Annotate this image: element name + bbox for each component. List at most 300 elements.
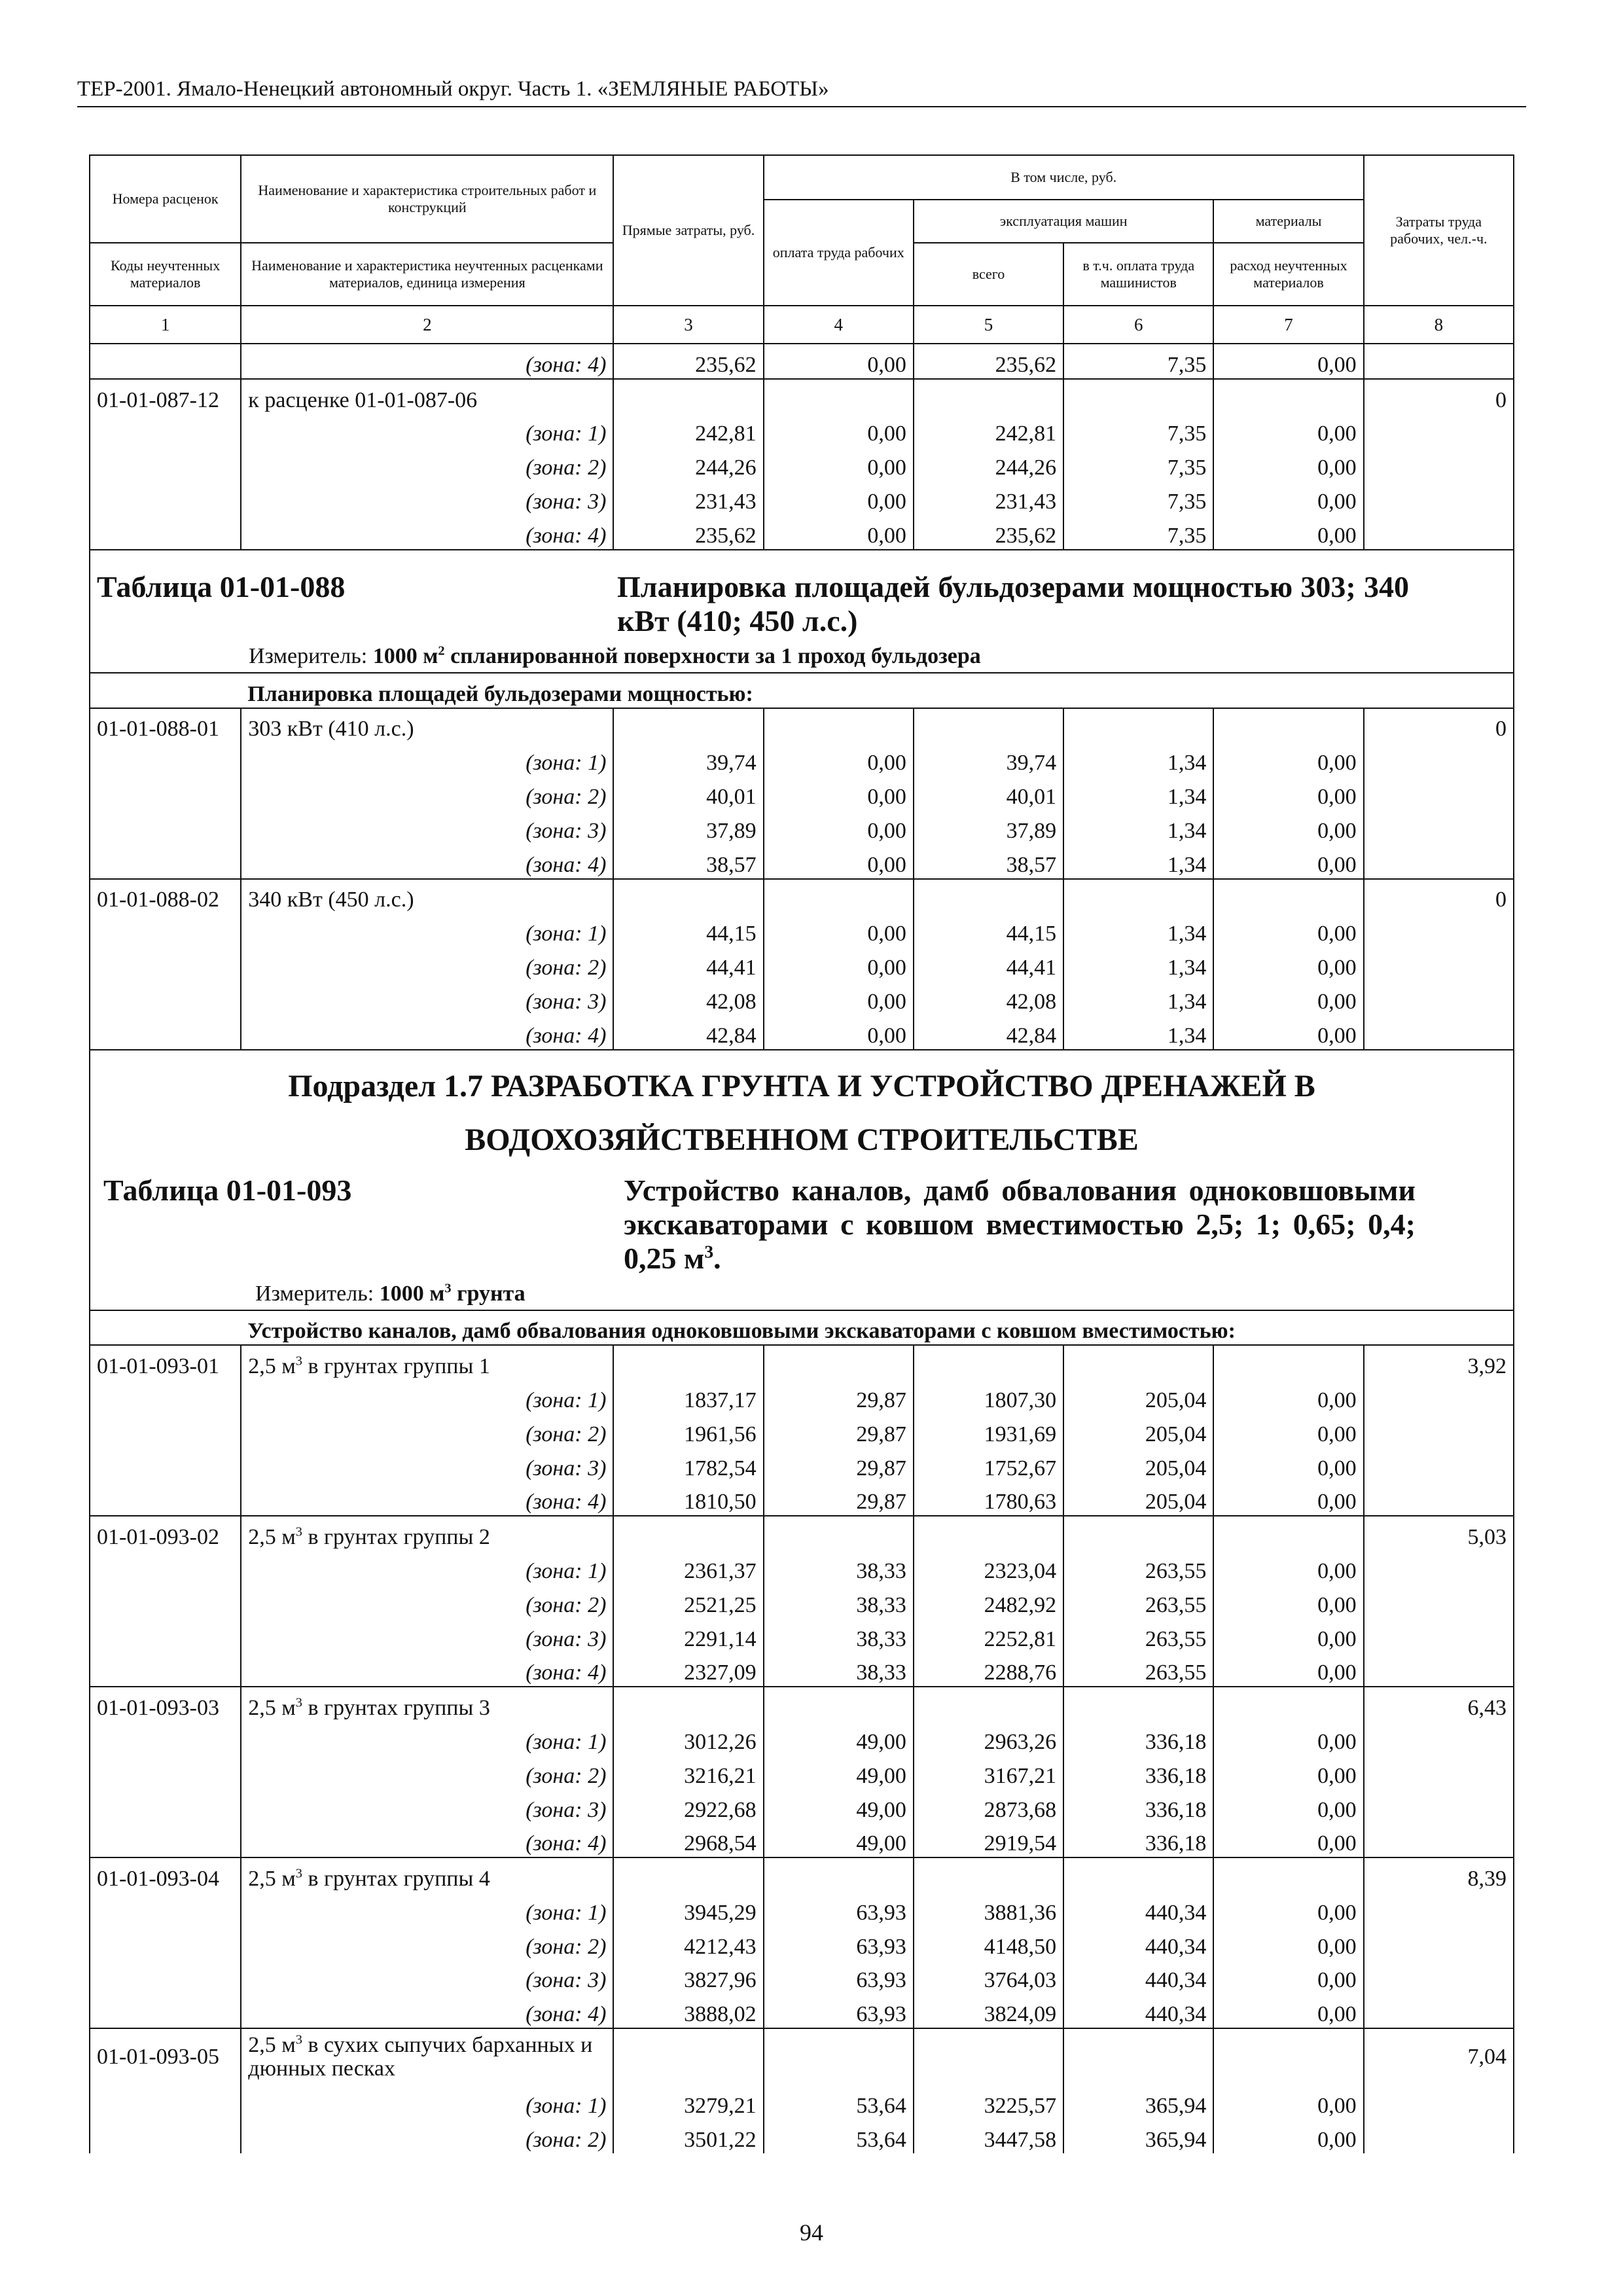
- empty-cell: [1213, 879, 1363, 914]
- rate-code: 01-01-088-02: [90, 879, 241, 914]
- empty-cell: [90, 1015, 241, 1050]
- empty-cell: [90, 1653, 241, 1687]
- zone-row: [90, 1823, 1514, 1858]
- empty-cell: [1063, 2028, 1213, 2085]
- value-cell: 0,00: [764, 481, 914, 515]
- header-in-total: В том числе, руб.: [764, 155, 1364, 200]
- value-cell: 44,41: [613, 947, 763, 981]
- value-cell: 1810,50: [613, 1482, 763, 1516]
- value-cell: 39,74: [914, 742, 1063, 776]
- value-cell: 4148,50: [914, 1926, 1063, 1960]
- value-cell: 0,00: [764, 844, 914, 879]
- table-093-heading: [90, 1050, 1514, 1310]
- empty-cell: [1364, 1619, 1514, 1653]
- value-cell: 0,00: [1213, 1414, 1363, 1448]
- header-machines: эксплуатация машин: [914, 200, 1214, 243]
- empty-cell: [1063, 1857, 1213, 1892]
- value-cell: 0,00: [1213, 1585, 1363, 1619]
- empty-cell: [914, 879, 1063, 914]
- value-cell: 336,18: [1063, 1755, 1213, 1789]
- zone-label: (зона: 1): [241, 1380, 613, 1414]
- table-row: [90, 1345, 1514, 1380]
- empty-cell: [1364, 913, 1514, 947]
- value-cell: 205,04: [1063, 1482, 1213, 1516]
- empty-cell: [613, 708, 763, 743]
- value-cell: 0,00: [1213, 913, 1363, 947]
- value-cell: 0,00: [764, 981, 914, 1015]
- column-number: 3: [613, 306, 763, 344]
- unit: 2,5 м: [248, 1525, 296, 1550]
- empty-cell: [613, 1857, 763, 1892]
- value-cell: 235,62: [613, 344, 763, 379]
- value-cell: 29,87: [764, 1380, 914, 1414]
- zone-row: [90, 447, 1514, 481]
- value-cell: 0,00: [764, 913, 914, 947]
- empty-cell: [1364, 1482, 1514, 1516]
- empty-cell: [90, 447, 241, 481]
- value-cell: 0,00: [764, 810, 914, 844]
- rate-name-text: в грунтах группы 3: [308, 1696, 490, 1721]
- meter-sup: 2: [438, 643, 445, 658]
- empty-cell: [1364, 1721, 1514, 1755]
- meter-suffix: грунта: [457, 1281, 526, 1306]
- value-cell: 2922,68: [613, 1789, 763, 1823]
- value-cell: 44,41: [914, 947, 1063, 981]
- group-title: Планировка площадей бульдозерами мощностью:: [241, 673, 1514, 708]
- value-cell: 235,62: [613, 515, 763, 550]
- empty-cell: [90, 844, 241, 879]
- empty-cell: [90, 1551, 241, 1585]
- value-cell: 1,34: [1063, 947, 1213, 981]
- table-row: [90, 1516, 1514, 1551]
- empty-cell: [914, 1516, 1063, 1551]
- empty-cell: [1364, 414, 1514, 448]
- zone-row: [90, 1994, 1514, 2028]
- value-cell: 3216,21: [613, 1755, 763, 1789]
- value-cell: 1780,63: [914, 1482, 1063, 1516]
- zone-row: [90, 481, 1514, 515]
- value-cell: 7,35: [1063, 344, 1213, 379]
- value-cell: 49,00: [764, 1755, 914, 1789]
- group-title: Устройство каналов, дамб обвалования одноковшовыми экскаваторами с ковшом вместимостью:: [241, 1310, 1514, 1346]
- page-number: 94: [800, 2219, 823, 2246]
- unit-sup: 3: [295, 1524, 302, 1539]
- value-cell: 3824,09: [914, 1994, 1063, 2028]
- unit: 2,5 м: [248, 1696, 296, 1721]
- value-cell: 242,81: [613, 414, 763, 448]
- table-row: [90, 379, 1514, 414]
- empty-cell: [1364, 515, 1514, 550]
- zone-label: (зона: 2): [241, 447, 613, 481]
- value-cell: 235,62: [914, 344, 1063, 379]
- rate-name-text: в грунтах группы 1: [308, 1354, 490, 1379]
- zone-label: (зона: 3): [241, 981, 613, 1015]
- empty-cell: [90, 1926, 241, 1960]
- empty-cell: [90, 1585, 241, 1619]
- value-cell: 3447,58: [914, 2119, 1063, 2153]
- zone-label: (зона: 1): [241, 913, 613, 947]
- meter-unit: 1000 м: [379, 1281, 445, 1306]
- table-row: [90, 708, 1514, 743]
- value-cell: 0,00: [1213, 1755, 1363, 1789]
- value-cell: 0,00: [1213, 1926, 1363, 1960]
- zone-label: (зона: 1): [241, 2085, 613, 2119]
- value-cell: 2361,37: [613, 1551, 763, 1585]
- value-cell: 0,00: [1213, 2119, 1363, 2153]
- zone-row: [90, 981, 1514, 1015]
- value-cell: 53,64: [764, 2085, 914, 2119]
- zone-label: (зона: 3): [241, 1448, 613, 1482]
- empty-cell: [764, 879, 914, 914]
- zone-label: (зона: 4): [241, 344, 613, 379]
- zone-row: [90, 2119, 1514, 2153]
- rate-name-text: в сухих сыпучих барханных и дюнных песках: [248, 2033, 593, 2081]
- value-cell: 49,00: [764, 1789, 914, 1823]
- empty-cell: [764, 1687, 914, 1721]
- table-row: [90, 879, 1514, 914]
- zone-row: [90, 1892, 1514, 1926]
- value-cell: 39,74: [613, 742, 763, 776]
- value-cell: 0,00: [764, 947, 914, 981]
- empty-cell: [1364, 2085, 1514, 2119]
- empty-cell: [1364, 1414, 1514, 1448]
- empty-cell: [764, 1857, 914, 1892]
- value-cell: 0,00: [1213, 742, 1363, 776]
- value-cell: 44,15: [914, 913, 1063, 947]
- rate-code: 01-01-088-01: [90, 708, 241, 743]
- header-col3: Прямые затраты, руб.: [613, 155, 763, 306]
- value-cell: 7,35: [1063, 481, 1213, 515]
- empty-cell: [1213, 1516, 1363, 1551]
- value-cell: 263,55: [1063, 1551, 1213, 1585]
- table-row: [90, 1857, 1514, 1892]
- value-cell: 0,00: [1213, 981, 1363, 1015]
- empty-cell: [1364, 742, 1514, 776]
- zone-label: (зона: 4): [241, 1994, 613, 2028]
- value-cell: 244,26: [613, 447, 763, 481]
- zone-row: [90, 1926, 1514, 1960]
- zone-row: [90, 1551, 1514, 1585]
- empty-cell: [914, 1687, 1063, 1721]
- empty-cell: [1364, 1551, 1514, 1585]
- value-cell: 0,00: [1213, 1619, 1363, 1653]
- value-cell: 42,84: [613, 1015, 763, 1050]
- value-cell: 0,00: [1213, 844, 1363, 879]
- zone-label: (зона: 2): [241, 1414, 613, 1448]
- value-cell: 37,89: [613, 810, 763, 844]
- empty-cell: [1364, 1823, 1514, 1858]
- empty-cell: [90, 947, 241, 981]
- value-cell: 2963,26: [914, 1721, 1063, 1755]
- labor-cost: 7,04: [1364, 2028, 1514, 2085]
- value-cell: 336,18: [1063, 1789, 1213, 1823]
- empty-cell: [90, 1414, 241, 1448]
- empty-cell: [914, 1857, 1063, 1892]
- value-cell: 0,00: [1213, 1551, 1363, 1585]
- value-cell: 205,04: [1063, 1448, 1213, 1482]
- zone-row: [90, 1960, 1514, 1994]
- empty-cell: [1364, 947, 1514, 981]
- meter: [97, 643, 1507, 670]
- zone-row: [90, 1653, 1514, 1687]
- value-cell: 7,35: [1063, 447, 1213, 481]
- empty-cell: [764, 2028, 914, 2085]
- zone-label: (зона: 2): [241, 1926, 613, 1960]
- labor-cost: 0: [1364, 379, 1514, 414]
- column-number: 8: [1364, 306, 1514, 344]
- value-cell: 1,34: [1063, 981, 1213, 1015]
- value-cell: 3225,57: [914, 2085, 1063, 2119]
- value-cell: 0,00: [1213, 810, 1363, 844]
- empty-cell: [1364, 1789, 1514, 1823]
- empty-cell: [613, 379, 763, 414]
- empty-cell: [1364, 1755, 1514, 1789]
- empty-cell: [613, 1687, 763, 1721]
- zone-label: (зона: 4): [241, 1823, 613, 1858]
- value-cell: 40,01: [613, 776, 763, 810]
- zone-row: [90, 414, 1514, 448]
- rate-code: 01-01-087-12: [90, 379, 241, 414]
- zone-row: [90, 2085, 1514, 2119]
- zone-row: [90, 1585, 1514, 1619]
- value-cell: 365,94: [1063, 2085, 1213, 2119]
- empty-cell: [613, 1516, 763, 1551]
- rate-name: [241, 2028, 613, 2085]
- empty-cell: [90, 515, 241, 550]
- empty-cell: [1364, 1380, 1514, 1414]
- empty-cell: [90, 344, 241, 379]
- value-cell: 29,87: [764, 1414, 914, 1448]
- zone-row: [90, 1619, 1514, 1653]
- empty-cell: [613, 1345, 763, 1380]
- empty-cell: [764, 1345, 914, 1380]
- value-cell: 440,34: [1063, 1960, 1213, 1994]
- empty-cell: [90, 1994, 241, 2028]
- zone-row: [90, 776, 1514, 810]
- empty-cell: [1213, 1857, 1363, 1892]
- zone-row: [90, 1721, 1514, 1755]
- value-cell: 1782,54: [613, 1448, 763, 1482]
- empty-cell: [1364, 844, 1514, 879]
- value-cell: 440,34: [1063, 1994, 1213, 2028]
- value-cell: 0,00: [1213, 1380, 1363, 1414]
- header-col1-bottom: Коды неучтенных материалов: [90, 243, 241, 306]
- unit-sup: 3: [295, 2032, 302, 2047]
- value-cell: 263,55: [1063, 1585, 1213, 1619]
- table-label: Таблица 01-01-088: [97, 569, 346, 603]
- empty-cell: [1213, 1687, 1363, 1721]
- unit: 2,5 м: [248, 1354, 296, 1379]
- zone-row: [90, 1380, 1514, 1414]
- empty-cell: [90, 1755, 241, 1789]
- empty-cell: [1364, 1926, 1514, 1960]
- value-cell: 38,33: [764, 1551, 914, 1585]
- running-head: ТЕР-2001. Ямало-Ненецкий автономный округ. Часть 1. «ЗЕМЛЯНЫЕ РАБОТЫ»: [77, 76, 1526, 107]
- empty-cell: [90, 1960, 241, 1994]
- zone-row: [90, 1482, 1514, 1516]
- zone-label: (зона: 4): [241, 1482, 613, 1516]
- value-cell: 0,00: [1213, 481, 1363, 515]
- column-number: 7: [1213, 306, 1363, 344]
- column-number: 2: [241, 306, 613, 344]
- zone-row: [90, 947, 1514, 981]
- value-cell: 3888,02: [613, 1994, 763, 2028]
- value-cell: 49,00: [764, 1721, 914, 1755]
- rate-name: [241, 1516, 613, 1551]
- group-title-row: [90, 1310, 1514, 1346]
- unit-sup: 3: [295, 1695, 302, 1710]
- value-cell: 29,87: [764, 1482, 914, 1516]
- empty-cell: [914, 2028, 1063, 2085]
- empty-cell: [914, 708, 1063, 743]
- meter-unit: 1000 м: [372, 643, 438, 668]
- value-cell: 0,00: [764, 742, 914, 776]
- zone-row: [90, 515, 1514, 550]
- meter-value: [373, 644, 981, 668]
- empty-cell: [1364, 1653, 1514, 1687]
- value-cell: 0,00: [1213, 447, 1363, 481]
- zone-row: [90, 844, 1514, 879]
- value-cell: 0,00: [1213, 2085, 1363, 2119]
- rate-name-text: в грунтах группы 2: [308, 1525, 490, 1550]
- zone-label: (зона: 2): [241, 1585, 613, 1619]
- header-col5: всего: [914, 243, 1063, 306]
- empty-cell: [90, 414, 241, 448]
- subsection-title-line1: Подраздел 1.7 РАЗРАБОТКА ГРУНТА И УСТРОЙСТВО ДРЕНАЖЕЙ В: [288, 1068, 1315, 1103]
- value-cell: 0,00: [1213, 1789, 1363, 1823]
- zone-label: (зона: 3): [241, 1789, 613, 1823]
- rate-name: [241, 1687, 613, 1721]
- value-cell: 0,00: [1213, 947, 1363, 981]
- rate-name: к расценке 01-01-087-06: [241, 379, 613, 414]
- table-label: Таблица 01-01-093: [103, 1173, 352, 1207]
- zone-label: (зона: 1): [241, 742, 613, 776]
- value-cell: 205,04: [1063, 1414, 1213, 1448]
- value-cell: 2291,14: [613, 1619, 763, 1653]
- value-cell: 4212,43: [613, 1926, 763, 1960]
- zone-row: [90, 810, 1514, 844]
- table-row: [90, 1687, 1514, 1721]
- empty-cell: [90, 1823, 241, 1858]
- empty-cell: [1213, 1345, 1363, 1380]
- empty-cell: [90, 810, 241, 844]
- value-cell: 2252,81: [914, 1619, 1063, 1653]
- value-cell: 3764,03: [914, 1960, 1063, 1994]
- zone-label: (зона: 3): [241, 481, 613, 515]
- value-cell: 37,89: [914, 810, 1063, 844]
- empty-cell: [90, 1380, 241, 1414]
- value-cell: 2482,92: [914, 1585, 1063, 1619]
- zone-label: (зона: 2): [241, 2119, 613, 2153]
- value-cell: 3012,26: [613, 1721, 763, 1755]
- value-cell: 38,33: [764, 1653, 914, 1687]
- value-cell: 235,62: [914, 515, 1063, 550]
- rate-name: [241, 1345, 613, 1380]
- column-number: 5: [914, 306, 1063, 344]
- header-col7: расход неучтенных материалов: [1213, 243, 1363, 306]
- value-cell: 1837,17: [613, 1380, 763, 1414]
- value-cell: 1807,30: [914, 1380, 1063, 1414]
- rate-code: 01-01-093-01: [90, 1345, 241, 1380]
- value-cell: 244,26: [914, 447, 1063, 481]
- value-cell: 0,00: [1213, 1448, 1363, 1482]
- rate-code: 01-01-093-02: [90, 1516, 241, 1551]
- empty-cell: [90, 776, 241, 810]
- rate-name: 303 кВт (410 л.с.): [241, 708, 613, 743]
- empty-cell: [1364, 776, 1514, 810]
- rate-name: [241, 1857, 613, 1892]
- value-cell: 53,64: [764, 2119, 914, 2153]
- labor-cost: 0: [1364, 708, 1514, 743]
- value-cell: 1961,56: [613, 1414, 763, 1448]
- zone-row: [90, 913, 1514, 947]
- value-cell: 2288,76: [914, 1653, 1063, 1687]
- header-col6: в т.ч. оплата труда машинистов: [1063, 243, 1213, 306]
- subsection-title-line2: ВОДОХОЗЯЙСТВЕННОМ СТРОИТЕЛЬСТВЕ: [465, 1122, 1139, 1157]
- value-cell: 0,00: [1213, 1482, 1363, 1516]
- value-cell: 38,57: [914, 844, 1063, 879]
- value-cell: 1,34: [1063, 913, 1213, 947]
- value-cell: 7,35: [1063, 515, 1213, 550]
- empty-cell: [90, 2119, 241, 2153]
- empty-cell: [90, 1310, 241, 1346]
- value-cell: 263,55: [1063, 1653, 1213, 1687]
- value-cell: 0,00: [1213, 1823, 1363, 1858]
- rate-name: 340 кВт (450 л.с.): [241, 879, 613, 914]
- empty-cell: [1364, 2119, 1514, 2153]
- value-cell: 0,00: [1213, 344, 1363, 379]
- unit-sup: 3: [295, 1866, 302, 1881]
- header-col2-bottom: Наименование и характеристика неучтенных расценками материалов, единица измерения: [241, 243, 613, 306]
- empty-cell: [613, 879, 763, 914]
- value-cell: 0,00: [1213, 1721, 1363, 1755]
- value-cell: 40,01: [914, 776, 1063, 810]
- table-title: Планировка площадей бульдозерами мощностью 303; 340 кВт (410; 450 л.с.): [617, 569, 1409, 637]
- value-cell: 42,08: [613, 981, 763, 1015]
- empty-cell: [1213, 708, 1363, 743]
- value-cell: 0,00: [764, 447, 914, 481]
- empty-cell: [1364, 481, 1514, 515]
- rate-code: 01-01-093-04: [90, 1857, 241, 1892]
- value-cell: 0,00: [1213, 1892, 1363, 1926]
- labor-cost: 6,43: [1364, 1687, 1514, 1721]
- meter-suffix: спланированной поверхности за 1 проход бульдозера: [450, 643, 981, 668]
- value-cell: 3945,29: [613, 1892, 763, 1926]
- empty-cell: [1364, 1448, 1514, 1482]
- value-cell: 205,04: [1063, 1380, 1213, 1414]
- empty-cell: [764, 708, 914, 743]
- value-cell: 1931,69: [914, 1414, 1063, 1448]
- header-col2-top: Наименование и характеристика строительных работ и конструкций: [241, 155, 613, 243]
- value-cell: 0,00: [1213, 1015, 1363, 1050]
- empty-cell: [90, 913, 241, 947]
- table-088-heading: [90, 550, 1514, 673]
- value-cell: 42,08: [914, 981, 1063, 1015]
- empty-cell: [1063, 1516, 1213, 1551]
- table-heading: [103, 1174, 1500, 1276]
- value-cell: 3501,22: [613, 2119, 763, 2153]
- empty-cell: [1213, 379, 1363, 414]
- value-cell: 2521,25: [613, 1585, 763, 1619]
- zone-label: (зона: 1): [241, 1721, 613, 1755]
- empty-cell: [90, 2085, 241, 2119]
- group-title-row: [90, 673, 1514, 708]
- table-row: [90, 2028, 1514, 2085]
- empty-cell: [1063, 879, 1213, 914]
- value-cell: 7,35: [1063, 414, 1213, 448]
- zone-label: (зона: 4): [241, 844, 613, 879]
- zone-row: [90, 1789, 1514, 1823]
